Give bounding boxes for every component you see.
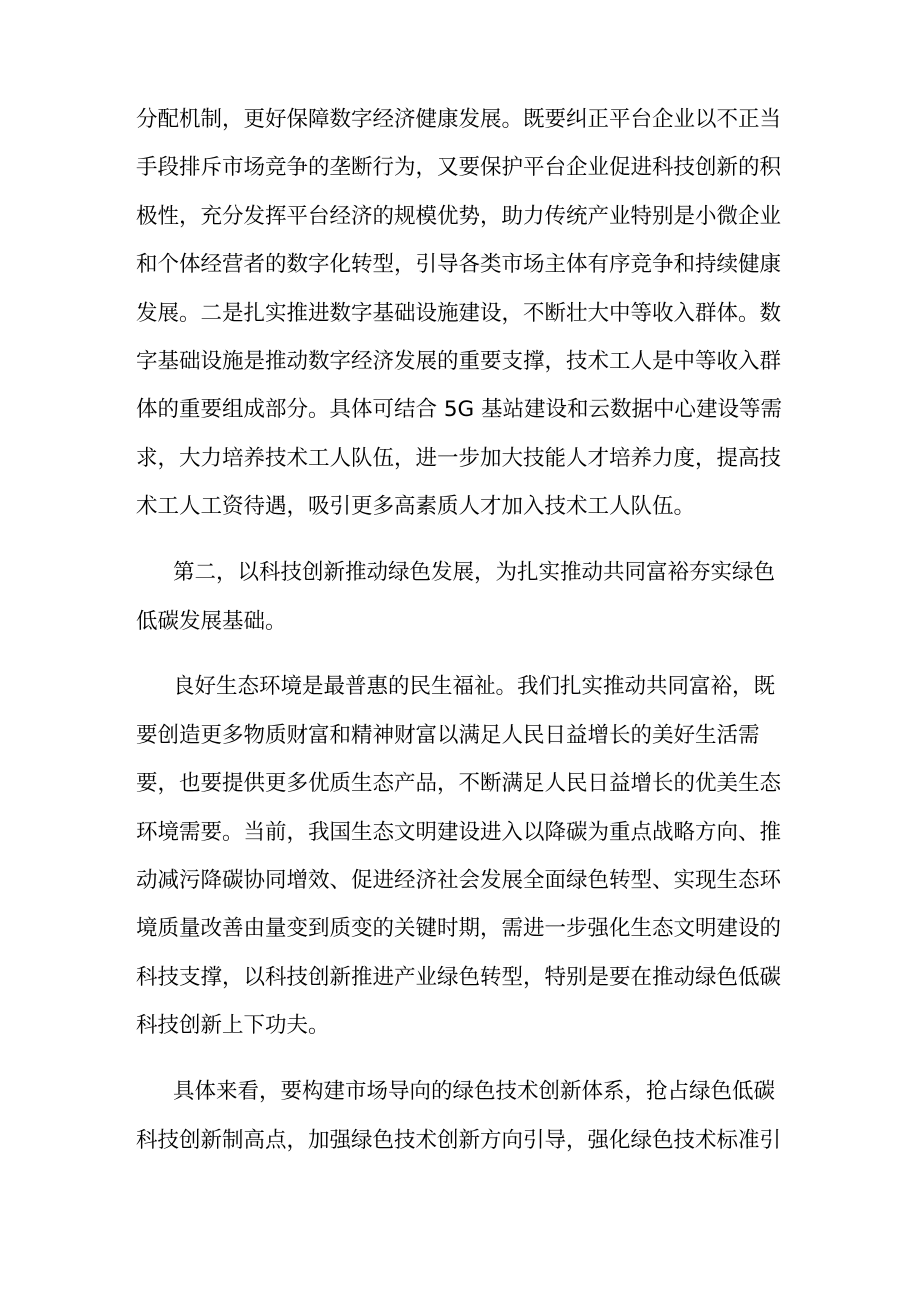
text-line: 科技创新制高点，加强绿色技术创新方向引导，强化绿色技术标准引 <box>136 1127 782 1153</box>
text-line: 科技创新上下功夫。 <box>136 1013 330 1039</box>
paragraph-1 <box>136 96 783 532</box>
text-line: 字基础设施是推动数字经济发展的重要支撑，技术工人是中等收入群 <box>136 348 782 374</box>
text-line: 低碳发展基础。 <box>136 608 287 634</box>
paragraph-4 <box>136 1068 782 1165</box>
paragraph-3 <box>136 663 782 1050</box>
text-line: 第二，以科技创新推动绿色发展，为扎实推动共同富裕夯实绿色 <box>173 560 776 586</box>
text-line: 分配机制，更好保障数字经济健康发展。既要纠正平台企业以不正当 <box>136 107 782 132</box>
paragraph-2-section-heading <box>136 549 776 646</box>
text-line: 发展。二是扎实推进数字基础设施建设，不断壮大中等收入群体。数 <box>136 300 782 326</box>
text-line: 科技支撑，以科技创新推进产业绿色转型，特别是要在推动绿色低碳 <box>136 964 782 990</box>
text-line: 体的重要组成部分。具体可结合 5G 基站建设和云数据中心建设等需 <box>136 397 783 423</box>
text-line: 求，大力培养技术工人队伍，进一步加大技能人才培养力度，提高技 <box>136 445 782 471</box>
text-line: 境质量改善由量变到质变的关键时期，需进一步强化生态文明建设的 <box>136 916 782 942</box>
text-line: 术工人工资待遇，吸引更多高素质人才加入技术工人队伍。 <box>136 494 696 520</box>
document-page <box>136 96 783 1183</box>
text-line: 极性，充分发挥平台经济的规模优势，助力传统产业特别是小微企业 <box>136 203 782 229</box>
text-line: 动减污降碳协同增效、促进经济社会发展全面绿色转型、实现生态环 <box>136 868 782 894</box>
text-line: 手段排斥市场竞争的垄断行为，又要保护平台企业促进科技创新的积 <box>136 155 782 181</box>
text-line: 环境需要。当前，我国生态文明建设进入以降碳为重点战略方向、推 <box>136 819 782 845</box>
text-line: 要，也要提供更多优质生态产品，不断满足人民日益增长的优美生态 <box>136 771 782 797</box>
text-line: 要创造更多物质财富和精神财富以满足人民日益增长的美好生活需 <box>136 722 760 748</box>
text-line: 和个体经营者的数字化转型，引导各类市场主体有序竞争和持续健康 <box>136 252 782 278</box>
text-line: 具体来看，要构建市场导向的绿色技术创新体系，抢占绿色低碳 <box>173 1079 776 1105</box>
text-line: 良好生态环境是最普惠的民生福祉。我们扎实推动共同富裕，既 <box>173 674 776 700</box>
